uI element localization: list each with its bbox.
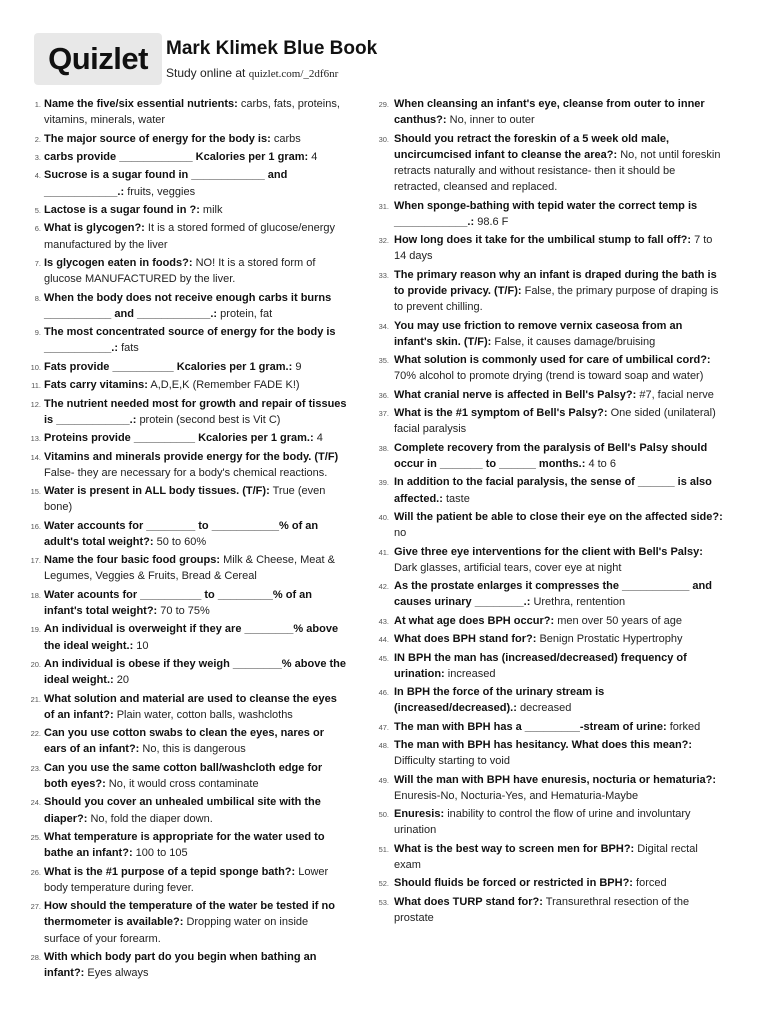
- item-number: 43.: [378, 616, 389, 626]
- item-number: 36.: [378, 390, 389, 400]
- item-number: 32.: [378, 236, 389, 246]
- item-number: 41.: [378, 547, 389, 557]
- flashcard-item: [31, 131, 347, 147]
- question-term: Lactose is a sugar found in ?:: [44, 203, 200, 216]
- item-number: 51.: [378, 844, 389, 854]
- question-term: In BPH the force of the urinary stream is (increased/decreased).:: [394, 686, 605, 715]
- question-term: Will the man with BPH have enuresis, nocturia or hematuria?:: [394, 773, 717, 786]
- question-term: Will the patient be able to close their eye on the affected side?:: [394, 510, 723, 523]
- answer-definition: No, not until foreskin retracts naturally and without resistance- then it should be retracted, cleansed and replaced.: [394, 148, 721, 194]
- question-term: What is the #1 purpose of a tepid sponge bath?:: [44, 865, 296, 878]
- answer-definition: fats: [121, 342, 139, 355]
- item-number: 50.: [378, 810, 389, 820]
- answer-definition: decreased: [519, 702, 572, 715]
- flashcard-item: [31, 324, 347, 356]
- question-term: The most concentrated source of energy for the body is ___________.:: [44, 326, 336, 355]
- flashcard-item: [378, 737, 723, 769]
- item-number: 17.: [30, 556, 41, 566]
- item-number: 12.: [30, 399, 41, 409]
- flashcard-item: [378, 806, 723, 838]
- question-term: Fats provide __________ Kcalories per 1 gram.:: [44, 360, 293, 373]
- answer-definition: forced: [636, 877, 667, 890]
- answer-definition: 4: [316, 432, 323, 445]
- item-number: 47.: [378, 722, 389, 732]
- item-number: 26.: [30, 867, 41, 877]
- question-term: An individual is obese if they weigh ________% above the ideal weight.:: [44, 658, 346, 687]
- page-header: [34, 33, 734, 85]
- item-number: 21.: [30, 694, 41, 704]
- item-number: 44.: [378, 635, 389, 645]
- answer-definition: 50 to 60%: [156, 535, 207, 548]
- question-term: What cranial nerve is affected in Bell's Palsy?:: [394, 388, 637, 401]
- item-number: 4.: [34, 171, 41, 181]
- answer-definition: 4: [311, 150, 318, 163]
- study-online-line: [166, 66, 338, 80]
- item-number: 1.: [34, 100, 41, 109]
- question-term: Can you use the same cotton ball/washcloth edge for both eyes?:: [44, 761, 323, 791]
- answer-definition: Enuresis-No, Nocturia-Yes, and Hematuria-Maybe: [394, 789, 639, 802]
- question-term: Water is present in ALL body tissues. (T/F):: [44, 485, 270, 498]
- item-number: 11.: [31, 381, 41, 391]
- item-number: 6.: [34, 224, 41, 234]
- flashcard-item: [31, 760, 347, 792]
- question-term: In addition to the facial paralysis, the sense of ______ is also affected.:: [394, 476, 712, 505]
- item-number: 3.: [34, 152, 41, 162]
- flashcard-item: [378, 719, 723, 735]
- answer-definition: taste: [445, 492, 470, 505]
- question-term: What does TURP stand for?:: [394, 895, 543, 908]
- answer-definition: No, this is dangerous: [142, 743, 246, 756]
- flashcard-item: [378, 267, 723, 316]
- answer-definition: carbs, fats, proteins, vitamins, minerals, water: [44, 98, 340, 127]
- flashcard-item: [31, 621, 347, 653]
- flashcard-item: [31, 864, 347, 896]
- item-number: 35.: [378, 356, 389, 366]
- flashcard-item: [378, 509, 723, 541]
- answer-definition: fruits, veggies: [127, 185, 196, 198]
- question-term: What solution and material are used to cleanse the eyes of an infant?:: [44, 692, 337, 721]
- question-term: What is glycogen?:: [44, 222, 145, 235]
- answer-definition: False- they are necessary for a body's chemical reactions.: [44, 466, 328, 479]
- answer-definition: 98.6 F: [477, 215, 509, 228]
- question-term: Should you retract the foreskin of a 5 week old male, uncircumcised infant to cleanse the area?:: [394, 132, 670, 161]
- flashcard-item: [378, 474, 723, 506]
- flashcard-item: [378, 772, 723, 804]
- flashcard-item: [31, 220, 347, 252]
- question-term: How should the temperature of the water be tested if no thermometer is available?:: [44, 900, 335, 929]
- answer-definition: 10: [136, 639, 149, 652]
- answer-definition: milk: [202, 203, 223, 216]
- question-term: IN BPH the man has (increased/decreased) frequency of urination:: [394, 651, 687, 680]
- answer-definition: men over 50 years of age: [557, 614, 682, 627]
- question-term: The major source of energy for the body is:: [44, 132, 271, 145]
- item-number: 13.: [30, 434, 41, 444]
- answer-definition: No, fold the diaper down.: [90, 812, 213, 825]
- item-number: 18.: [30, 590, 41, 600]
- flashcard-item: [378, 578, 723, 610]
- item-number: 7.: [34, 258, 41, 268]
- flashcard-item: [378, 198, 723, 230]
- right-column: [378, 96, 723, 928]
- item-number: 46.: [378, 688, 389, 698]
- item-number: 14.: [30, 452, 41, 462]
- answer-definition: Dark glasses, artificial tears, cover eye at night: [394, 561, 622, 574]
- question-term: You may use friction to remove vernix caseosa from an infant's skin. (T/F):: [394, 319, 683, 348]
- answer-definition: Difficulty starting to void: [394, 755, 510, 768]
- question-term: What is the best way to screen men for BPH?:: [394, 842, 635, 855]
- question-term: Sucrose is a sugar found in ____________ and ____________.:: [44, 169, 288, 198]
- item-number: 27.: [30, 902, 41, 912]
- answer-definition: Eyes always: [87, 967, 149, 980]
- item-number: 10.: [30, 362, 41, 372]
- answer-definition: One sided (unilateral) facial paralysis: [394, 407, 716, 436]
- question-term: When cleansing an infant's eye, cleanse from outer to inner canthus?:: [394, 98, 705, 127]
- answer-definition: Urethra, rentention: [533, 596, 626, 609]
- answer-definition: 70 to 75%: [160, 605, 210, 618]
- question-term: When the body does not receive enough carbs it burns ___________ and ____________.:: [44, 291, 332, 320]
- answer-definition: It is a stored formed of glucose/energy manufactured by the liver: [44, 222, 336, 251]
- flashcard-item: [378, 650, 723, 682]
- flashcard-item: [31, 255, 347, 287]
- answer-definition: 9: [295, 360, 302, 373]
- question-term: Should fluids be forced or restricted in BPH?:: [394, 877, 633, 890]
- flashcard-item: [31, 725, 347, 757]
- question-term: Vitamins and minerals provide energy for the body. (T/F): [44, 450, 339, 463]
- flashcard-item: [378, 318, 723, 350]
- question-term: Name the five/six essential nutrients:: [44, 98, 238, 110]
- flashcard-item: [31, 898, 347, 947]
- question-term: The primary reason why an infant is draped during the bath is to provide privacy. (T/F):: [394, 268, 717, 297]
- left-column: [31, 96, 347, 984]
- answer-definition: 70% alcohol to promote drying (trend is toward soap and water): [394, 370, 704, 383]
- flashcard-item: [31, 656, 347, 688]
- flashcard-item: [31, 794, 347, 826]
- answer-definition: increased: [447, 667, 496, 680]
- question-term: Name the four basic food groups:: [44, 554, 221, 567]
- flashcard-item: [378, 131, 723, 196]
- flashcard-item: [31, 430, 347, 446]
- question-term: Complete recovery from the paralysis of Bell's Palsy should occur in _______ to ______ months.:: [394, 441, 708, 470]
- item-number: 16.: [30, 521, 41, 531]
- flashcard-item: [31, 949, 347, 981]
- answer-definition: False, the primary purpose of draping is to prevent chilling.: [394, 284, 719, 314]
- logo-text: Quizlet: [48, 41, 148, 76]
- item-number: 52.: [378, 879, 389, 889]
- flashcard-item: [378, 875, 723, 891]
- answer-definition: False, it causes damage/bruising: [494, 335, 656, 348]
- answer-definition: Plain water, cotton balls, washcloths: [116, 708, 293, 721]
- answer-definition: Benign Prostatic Hypertrophy: [539, 633, 683, 646]
- item-number: 28.: [30, 953, 41, 963]
- question-term: Is glycogen eaten in foods?:: [44, 256, 193, 269]
- answer-definition: No, inner to outer: [449, 114, 535, 127]
- question-term: The man with BPH has a _________-stream of urine:: [394, 720, 667, 733]
- item-number: 38.: [378, 443, 389, 453]
- question-term: Enuresis:: [394, 808, 445, 821]
- answer-definition: NO! It is a stored form of glucose MANUFACTURED by the liver.: [44, 256, 316, 286]
- item-number: 31.: [378, 201, 389, 211]
- answer-definition: 100 to 105: [135, 847, 188, 860]
- item-number: 19.: [30, 625, 41, 635]
- flashcard-item: [31, 202, 347, 218]
- answer-definition: True (even bone): [44, 485, 326, 514]
- item-number: 39.: [378, 478, 389, 488]
- question-term: At what age does BPH occur?:: [394, 614, 555, 627]
- answer-definition: no: [394, 527, 407, 540]
- item-number: 40.: [378, 512, 389, 522]
- flashcard-item: [378, 96, 723, 128]
- question-term: What does BPH stand for?:: [394, 633, 537, 646]
- item-number: 48.: [378, 741, 389, 751]
- item-number: 2.: [34, 134, 41, 144]
- answer-definition: protein (second best is Vit C): [139, 413, 281, 426]
- question-term: Give three eye interventions for the client with Bell's Palsy:: [394, 545, 703, 558]
- item-number: 45.: [378, 653, 389, 663]
- flashcard-item: [31, 359, 347, 375]
- answer-definition: Lower body temperature during fever.: [44, 865, 329, 894]
- item-number: 49.: [378, 775, 389, 785]
- item-number: 22.: [30, 729, 41, 739]
- flashcard-item: [378, 841, 723, 873]
- flashcard-item: [31, 483, 347, 515]
- question-term: Fats carry vitamins:: [44, 379, 148, 392]
- question-term: What is the #1 symptom of Bell's Palsy?:: [394, 407, 608, 420]
- flashcard-item: [31, 396, 347, 428]
- item-number: 20.: [30, 660, 41, 670]
- flashcard-item: [31, 149, 347, 165]
- item-number: 5.: [34, 205, 41, 215]
- question-term: What solution is commonly used for care of umbilical cord?:: [394, 354, 711, 367]
- item-number: 8.: [34, 293, 41, 303]
- answer-definition: Digital rectal exam: [394, 842, 698, 872]
- flashcard-item: [31, 377, 347, 393]
- answer-definition: carbs: [273, 132, 301, 145]
- answer-definition: forked: [669, 720, 701, 733]
- answer-definition: No, it would cross contaminate: [108, 778, 259, 791]
- answer-definition: inability to control the flow of urine and involuntary urination: [394, 808, 691, 837]
- item-number: 42.: [378, 582, 389, 592]
- question-term: Proteins provide __________ Kcalories per 1 gram.:: [44, 432, 314, 445]
- item-number: 15.: [30, 487, 41, 497]
- question-term: The nutrient needed most for growth and repair of tissues is ____________.:: [44, 397, 347, 426]
- flashcard-item: [378, 440, 723, 472]
- flashcard-item: [31, 518, 347, 550]
- item-number: 24.: [30, 798, 41, 808]
- flashcard-item: [378, 684, 723, 716]
- flashcard-item: [31, 552, 347, 584]
- question-term: The man with BPH has hesitancy. What does this mean?:: [394, 739, 693, 752]
- flashcard-item: [378, 613, 723, 629]
- flashcard-item: [378, 631, 723, 647]
- question-term: What temperature is appropriate for the water used to bathe an infant?:: [44, 831, 325, 860]
- question-term: An individual is overweight if they are ________% above the ideal weight.:: [44, 623, 339, 652]
- item-number: 25.: [30, 833, 41, 843]
- question-term: Should you cover an unhealed umbilical site with the diaper?:: [44, 796, 321, 825]
- answer-definition: 4 to 6: [588, 457, 616, 470]
- study-url-link[interactable]: quizlet.com/_2df6nr: [248, 68, 339, 80]
- question-term: Water acounts for __________ to _________% of an infant's total weight?:: [44, 588, 313, 618]
- page-title: Mark Klimek Blue Book: [166, 38, 378, 59]
- item-number: 37.: [378, 409, 389, 419]
- question-term: With which body part do you begin when bathing an infant?:: [44, 951, 317, 980]
- answer-definition: 7 to 14 days: [394, 234, 713, 263]
- flashcard-item: [31, 449, 347, 481]
- flashcard-item: [31, 829, 347, 861]
- answer-definition: Dropping water on inside surface of your forearm.: [44, 916, 309, 945]
- quizlet-logo: [34, 33, 162, 85]
- answer-definition: #7, facial nerve: [639, 388, 714, 401]
- flashcard-item: [31, 587, 347, 619]
- answer-definition: Milk & Cheese, Meat & Legumes, Veggies & Fruits, Bread & Cereal: [44, 554, 335, 583]
- question-term: As the prostate enlarges it compresses the ___________ and causes urinary ________.:: [394, 580, 712, 609]
- flashcard-item: [378, 405, 723, 437]
- question-term: Can you use cotton swabs to clean the eyes, nares or ears of an infant?:: [44, 727, 324, 756]
- item-number: 30.: [378, 134, 389, 144]
- study-prefix: Study online at: [166, 66, 246, 80]
- question-term: Water accounts for ________ to ___________% of an adult's total weight?:: [44, 519, 319, 548]
- item-number: 33.: [378, 270, 389, 280]
- item-number: 34.: [378, 321, 389, 331]
- item-number: 9.: [34, 328, 41, 338]
- flashcard-item: [31, 167, 347, 199]
- answer-definition: A,D,E,K (Remember FADE K!): [150, 379, 300, 392]
- flashcard-item: [378, 387, 723, 403]
- item-number: 23.: [30, 763, 41, 773]
- item-number: 29.: [378, 100, 389, 109]
- question-term: How long does it take for the umbilical stump to fall off?:: [394, 234, 692, 247]
- answer-definition: Transurethral resection of the prostate: [394, 895, 690, 925]
- answer-definition: 20: [116, 674, 129, 687]
- flashcard-item: [31, 96, 347, 128]
- answer-definition: protein, fat: [220, 307, 273, 320]
- flashcard-item: [378, 232, 723, 264]
- question-term: When sponge-bathing with tepid water the correct temp is ____________.:: [394, 199, 698, 228]
- flashcard-item: [31, 290, 347, 322]
- flashcard-item: [378, 894, 723, 926]
- flashcard-item: [378, 352, 723, 384]
- question-term: carbs provide ____________ Kcalories per 1 gram:: [44, 150, 309, 163]
- item-number: 53.: [378, 897, 389, 907]
- flashcard-item: [378, 544, 723, 576]
- flashcard-item: [31, 691, 347, 723]
